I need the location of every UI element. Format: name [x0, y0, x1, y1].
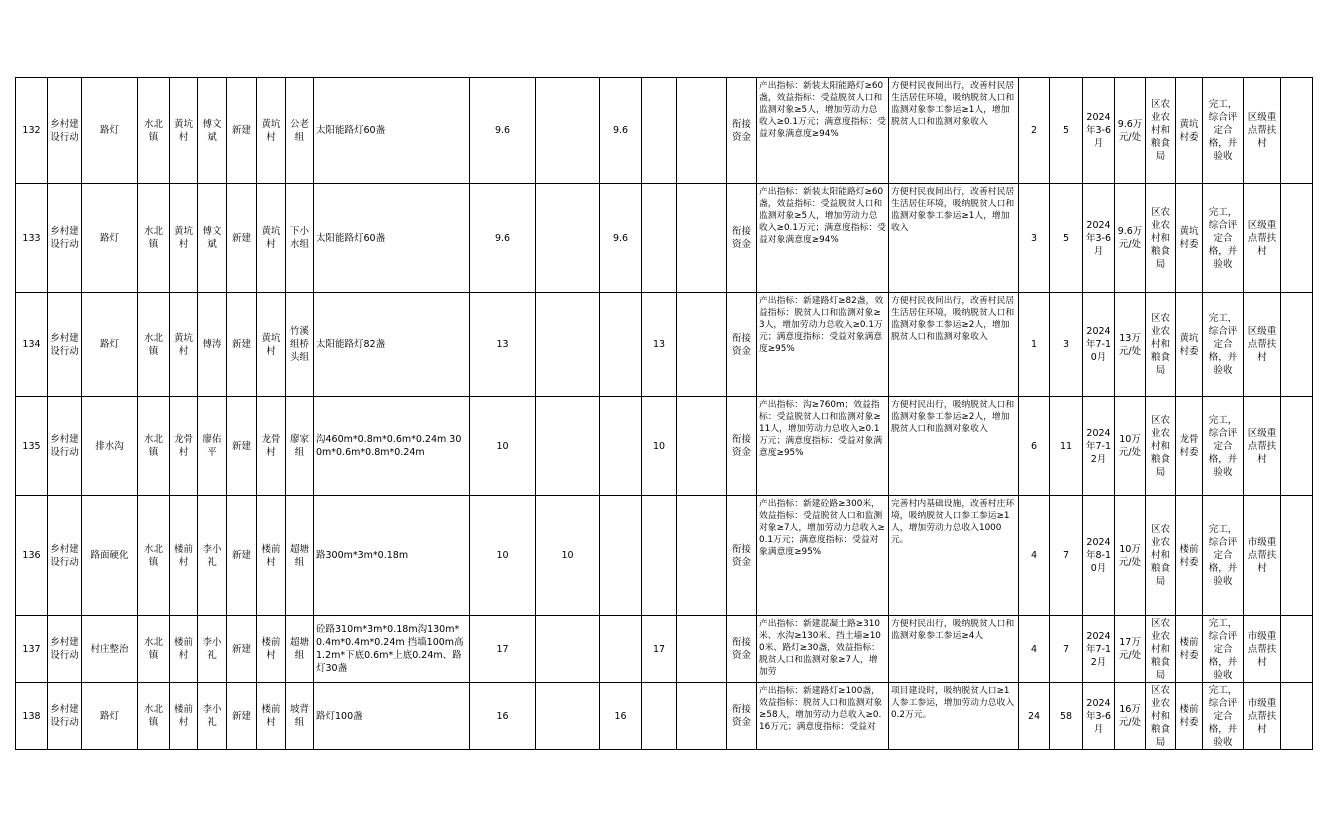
project-table: [15, 77, 1313, 750]
table-row: [16, 78, 1313, 184]
fund-source-cell: 衔接资金: [727, 496, 757, 616]
table-row: [16, 616, 1313, 683]
district-fund-cell: [677, 184, 727, 293]
person-cell: 傅文斌: [198, 184, 227, 293]
site-village-cell: 楼前村: [257, 496, 286, 616]
site-village-cell: 龙骨村: [257, 397, 286, 496]
category-cell: 乡村建设行动: [48, 78, 82, 184]
mechanism-cell: [889, 397, 1019, 496]
persons-cell: 3: [1050, 293, 1083, 397]
row-number: 138: [16, 683, 48, 750]
remark-cell: 市级重点帮扶村: [1244, 616, 1281, 683]
project-type-cell: 路灯: [82, 293, 138, 397]
dept-cell: 区农业农村和粮食局: [1146, 293, 1176, 397]
person-cell: 李小礼: [198, 496, 227, 616]
village-cell: 黄坑村: [170, 184, 198, 293]
mechanism-cell-text: 项目建设时，吸纳脱贫人口≥1人参工参运，增加劳动力总收入0.2万元。: [891, 686, 1015, 720]
site-village-cell: 楼前村: [257, 616, 286, 683]
content-cell: 路300m*3m*0.18m: [314, 496, 470, 616]
remark-cell: 区级重点帮扶村: [1244, 397, 1281, 496]
subsidy-cell: 17万元/处: [1115, 616, 1146, 683]
category-cell: 乡村建设行动: [48, 616, 82, 683]
village-cell: 黄坑村: [170, 78, 198, 184]
nature-cell: 新建: [227, 293, 257, 397]
category-cell: 乡村建设行动: [48, 293, 82, 397]
households-cell: 4: [1019, 616, 1050, 683]
project-type-cell: 路面硬化: [82, 496, 138, 616]
mechanism-cell-text: 方便村民出行，吸纳脱贫人口和监测对象参工参运≥2人，增加脱贫人口和监测对象收入: [891, 400, 1015, 434]
nature-cell: 新建: [227, 496, 257, 616]
extra-cell: [1281, 496, 1313, 616]
dept-cell: 区农业农村和粮食局: [1146, 616, 1176, 683]
indicators-cell-text: 产出指标：新建混凝土路≥310米、水沟≥130米、挡土墙≥100米、路灯≥30盏，效益指标：脱贫人口和监测对象≥7人，增加劳: [759, 619, 881, 677]
acceptance-cell: 完工，综合评定合格，并验收: [1203, 616, 1244, 683]
indicators-cell: [757, 78, 889, 184]
central-fund-cell: 10: [536, 496, 600, 616]
total-amount-cell: 10: [470, 397, 536, 496]
person-cell: 傅文斌: [198, 78, 227, 184]
central-fund-cell: [536, 184, 600, 293]
extra-cell: [1281, 397, 1313, 496]
remark-cell: 区级重点帮扶村: [1244, 184, 1281, 293]
mechanism-cell: [889, 78, 1019, 184]
mechanism-cell-text: 方便村民夜间出行，改善村民居生活居住环境，吸纳脱贫人口和监测对象参工参运≥1人，增加收入: [891, 187, 1015, 233]
dept-cell: 区农业农村和粮食局: [1146, 184, 1176, 293]
provincial-fund-cell: [600, 496, 642, 616]
households-cell: 24: [1019, 683, 1050, 750]
district-fund-cell: [677, 683, 727, 750]
total-amount-cell: 9.6: [470, 184, 536, 293]
site-group-cell: 超塘组: [286, 616, 314, 683]
households-cell: 1: [1019, 293, 1050, 397]
subsidy-cell: 9.6万元/处: [1115, 184, 1146, 293]
town-cell: 水北镇: [138, 397, 170, 496]
project-type-cell: 村庄整治: [82, 616, 138, 683]
mechanism-cell: [889, 184, 1019, 293]
subsidy-cell: 16万元/处: [1115, 683, 1146, 750]
owner-cell: 楼前村委: [1176, 683, 1203, 750]
project-type-cell: 路灯: [82, 78, 138, 184]
dept-cell: 区农业农村和粮食局: [1146, 683, 1176, 750]
owner-cell: 黄坑村委: [1176, 293, 1203, 397]
site-village-cell: 黄坑村: [257, 184, 286, 293]
owner-cell: 龙骨村委: [1176, 397, 1203, 496]
extra-cell: [1281, 293, 1313, 397]
indicators-cell-text: 产出指标：新建路灯≥82盏，效益指标：脱贫人口和监测对象≥3人，增加劳动力总收入≥0.1万元；满意度指标：受益对象满意度≥95%: [759, 296, 884, 354]
extra-cell: [1281, 616, 1313, 683]
fund-source-cell: 衔接资金: [727, 293, 757, 397]
village-cell: 黄坑村: [170, 293, 198, 397]
period-cell: 2024年7-10月: [1083, 293, 1115, 397]
indicators-cell: [757, 496, 889, 616]
households-cell: 2: [1019, 78, 1050, 184]
city-fund-cell: [642, 184, 677, 293]
fund-source-cell: 衔接资金: [727, 78, 757, 184]
project-type-cell: 路灯: [82, 184, 138, 293]
remark-cell: 区级重点帮扶村: [1244, 293, 1281, 397]
central-fund-cell: [536, 78, 600, 184]
site-group-cell: 公老组: [286, 78, 314, 184]
dept-cell: 区农业农村和粮食局: [1146, 496, 1176, 616]
site-village-cell: 楼前村: [257, 683, 286, 750]
central-fund-cell: [536, 397, 600, 496]
indicators-cell-text: 产出指标：新装太阳能路灯≥60盏，效益指标：受益脱贫人口和监测对象≥5人，增加劳动力总收入≥0.1万元；满意度指标：受益对象满意度≥94%: [759, 187, 886, 245]
district-fund-cell: [677, 78, 727, 184]
persons-cell: 11: [1050, 397, 1083, 496]
fund-source-cell: 衔接资金: [727, 397, 757, 496]
nature-cell: 新建: [227, 616, 257, 683]
mechanism-cell-text: 方便村民夜间出行，改善村民居生活居住环境，吸纳脱贫人口和监测对象参工参运≥1人，增加脱贫人口和监测对象收入: [891, 81, 1015, 127]
remark-cell: 市级重点帮扶村: [1244, 683, 1281, 750]
site-village-cell: 黄坑村: [257, 293, 286, 397]
person-cell: 李小礼: [198, 683, 227, 750]
provincial-fund-cell: [600, 397, 642, 496]
village-cell: 楼前村: [170, 683, 198, 750]
provincial-fund-cell: 9.6: [600, 78, 642, 184]
indicators-cell-text: 产出指标：新装太阳能路灯≥60盏，效益指标：受益脱贫人口和监测对象≥5人，增加劳动力总收入≥0.1万元；满意度指标：受益对象满意度≥94%: [759, 81, 886, 139]
person-cell: 廖佑平: [198, 397, 227, 496]
content-cell: 砼路310m*3m*0.18m沟130m*0.4m*0.4m*0.24m 挡墙100m高1.2m*下底0.6m*上底0.24m、路灯30盏: [314, 616, 470, 683]
content-cell: 太阳能路灯60盏: [314, 184, 470, 293]
town-cell: 水北镇: [138, 184, 170, 293]
central-fund-cell: [536, 293, 600, 397]
table-row: [16, 397, 1313, 496]
persons-cell: 7: [1050, 496, 1083, 616]
row-number: 135: [16, 397, 48, 496]
table-row: [16, 293, 1313, 397]
mechanism-cell-text: 完善村内基础设施，改善村庄环境，吸纳脱贫人口参工参运≥1人，增加劳动力总收入1000元。: [891, 499, 1015, 545]
town-cell: 水北镇: [138, 293, 170, 397]
subsidy-cell: 9.6万元/处: [1115, 78, 1146, 184]
central-fund-cell: [536, 683, 600, 750]
acceptance-cell: 完工，综合评定合格，并验收: [1203, 293, 1244, 397]
town-cell: 水北镇: [138, 78, 170, 184]
acceptance-cell: 完工，综合评定合格，并验收: [1203, 496, 1244, 616]
row-number: 134: [16, 293, 48, 397]
table-row: [16, 184, 1313, 293]
nature-cell: 新建: [227, 683, 257, 750]
provincial-fund-cell: 16: [600, 683, 642, 750]
mechanism-cell-text: 方便村民夜间出行，改善村民居生活居住环境，吸纳脱贫人口和监测对象参工参运≥2人，增加脱贫人口和监测对象收入: [891, 296, 1015, 342]
city-fund-cell: 13: [642, 293, 677, 397]
indicators-cell-text: 产出指标：新建路灯≥100盏，效益指标：脱贫人口和监测对象≥58人，增加劳动力总收入≥0.16万元；满意度指标：受益对: [759, 686, 883, 732]
extra-cell: [1281, 184, 1313, 293]
remark-cell: 市级重点帮扶村: [1244, 496, 1281, 616]
persons-cell: 5: [1050, 184, 1083, 293]
village-cell: 楼前村: [170, 616, 198, 683]
period-cell: 2024年7-12月: [1083, 616, 1115, 683]
households-cell: 3: [1019, 184, 1050, 293]
indicators-cell: [757, 397, 889, 496]
town-cell: 水北镇: [138, 496, 170, 616]
village-cell: 龙骨村: [170, 397, 198, 496]
owner-cell: 黄坑村委: [1176, 78, 1203, 184]
total-amount-cell: 9.6: [470, 78, 536, 184]
site-group-cell: 廖家组: [286, 397, 314, 496]
persons-cell: 5: [1050, 78, 1083, 184]
acceptance-cell: 完工，综合评定合格，并验收: [1203, 78, 1244, 184]
period-cell: 2024年3-6月: [1083, 683, 1115, 750]
nature-cell: 新建: [227, 397, 257, 496]
acceptance-cell: 完工，综合评定合格，并验收: [1203, 397, 1244, 496]
provincial-fund-cell: [600, 293, 642, 397]
row-number: 136: [16, 496, 48, 616]
dept-cell: 区农业农村和粮食局: [1146, 78, 1176, 184]
persons-cell: 7: [1050, 616, 1083, 683]
district-fund-cell: [677, 616, 727, 683]
project-type-cell: 排水沟: [82, 397, 138, 496]
fund-source-cell: 衔接资金: [727, 683, 757, 750]
extra-cell: [1281, 683, 1313, 750]
row-number: 132: [16, 78, 48, 184]
site-group-cell: 超塘组: [286, 496, 314, 616]
subsidy-cell: 13万元/处: [1115, 293, 1146, 397]
households-cell: 6: [1019, 397, 1050, 496]
subsidy-cell: 10万元/处: [1115, 397, 1146, 496]
content-cell: 太阳能路灯60盏: [314, 78, 470, 184]
central-fund-cell: [536, 616, 600, 683]
households-cell: 4: [1019, 496, 1050, 616]
subsidy-cell: 10万元/处: [1115, 496, 1146, 616]
nature-cell: 新建: [227, 184, 257, 293]
content-cell: 沟460m*0.8m*0.6m*0.24m 300m*0.6m*0.8m*0.24m: [314, 397, 470, 496]
category-cell: 乡村建设行动: [48, 397, 82, 496]
mechanism-cell: [889, 496, 1019, 616]
mechanism-cell: [889, 293, 1019, 397]
category-cell: 乡村建设行动: [48, 496, 82, 616]
total-amount-cell: 10: [470, 496, 536, 616]
mechanism-cell: [889, 616, 1019, 683]
acceptance-cell: 完工，综合评定合格，并验收: [1203, 683, 1244, 750]
district-fund-cell: [677, 293, 727, 397]
indicators-cell: [757, 683, 889, 750]
remark-cell: 区级重点帮扶村: [1244, 78, 1281, 184]
table-row: [16, 496, 1313, 616]
row-number: 133: [16, 184, 48, 293]
indicators-cell: [757, 293, 889, 397]
category-cell: 乡村建设行动: [48, 683, 82, 750]
content-cell: 太阳能路灯82盏: [314, 293, 470, 397]
dept-cell: 区农业农村和粮食局: [1146, 397, 1176, 496]
owner-cell: 楼前村委: [1176, 496, 1203, 616]
site-group-cell: 下小水组: [286, 184, 314, 293]
nature-cell: 新建: [227, 78, 257, 184]
content-cell: 路灯100盏: [314, 683, 470, 750]
extra-cell: [1281, 78, 1313, 184]
city-fund-cell: 10: [642, 397, 677, 496]
total-amount-cell: 13: [470, 293, 536, 397]
city-fund-cell: [642, 683, 677, 750]
fund-source-cell: 衔接资金: [727, 616, 757, 683]
mechanism-cell-text: 方便村民出行，吸纳脱贫人口和监测对象参工参运≥4人: [891, 619, 1015, 641]
person-cell: 傅涛: [198, 293, 227, 397]
table-row: [16, 683, 1313, 750]
site-village-cell: 黄坑村: [257, 78, 286, 184]
category-cell: 乡村建设行动: [48, 184, 82, 293]
site-group-cell: 竹溪组桥头组: [286, 293, 314, 397]
provincial-fund-cell: 9.6: [600, 184, 642, 293]
district-fund-cell: [677, 496, 727, 616]
city-fund-cell: [642, 496, 677, 616]
district-fund-cell: [677, 397, 727, 496]
period-cell: 2024年3-6月: [1083, 78, 1115, 184]
town-cell: 水北镇: [138, 616, 170, 683]
row-number: 137: [16, 616, 48, 683]
city-fund-cell: [642, 78, 677, 184]
provincial-fund-cell: [600, 616, 642, 683]
village-cell: 楼前村: [170, 496, 198, 616]
indicators-cell-text: 产出指标：沟≥760m；效益指标：受益脱贫人口和监测对象≥11人，增加劳动力总收入≥0.1万元；满意度指标：受益对象满意度≥95%: [759, 400, 883, 458]
city-fund-cell: 17: [642, 616, 677, 683]
persons-cell: 58: [1050, 683, 1083, 750]
mechanism-cell: [889, 683, 1019, 750]
indicators-cell: [757, 184, 889, 293]
period-cell: 2024年3-6月: [1083, 184, 1115, 293]
indicators-cell: [757, 616, 889, 683]
site-group-cell: 坡背组: [286, 683, 314, 750]
indicators-cell-text: 产出指标：新建砼路≥300米，效益指标：受益脱贫人口和监测对象≥7人，增加劳动力总收入≥0.1万元；满意度指标：受益对象满意度≥95%: [759, 499, 885, 557]
owner-cell: 楼前村委: [1176, 616, 1203, 683]
town-cell: 水北镇: [138, 683, 170, 750]
project-type-cell: 路灯: [82, 683, 138, 750]
period-cell: 2024年8-10月: [1083, 496, 1115, 616]
total-amount-cell: 16: [470, 683, 536, 750]
acceptance-cell: 完工，综合评定合格，并验收: [1203, 184, 1244, 293]
period-cell: 2024年7-12月: [1083, 397, 1115, 496]
person-cell: 李小礼: [198, 616, 227, 683]
fund-source-cell: 衔接资金: [727, 184, 757, 293]
owner-cell: 黄坑村委: [1176, 184, 1203, 293]
total-amount-cell: 17: [470, 616, 536, 683]
